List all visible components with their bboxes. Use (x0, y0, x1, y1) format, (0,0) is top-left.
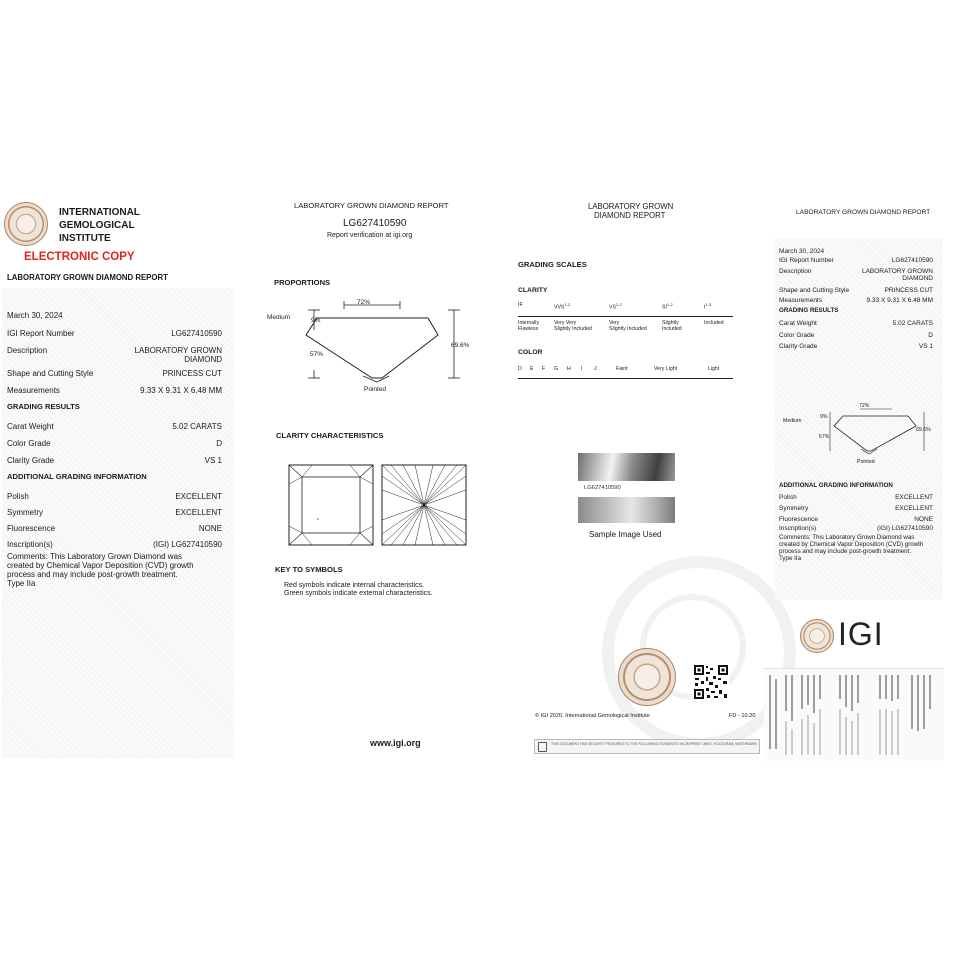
report-date: March 30, 2024 (7, 311, 63, 320)
row-value: LABORATORY GROWN (134, 346, 222, 355)
grade-text: SI (662, 304, 667, 311)
p4-row-color (779, 332, 933, 339)
grade-sup: 1-2 (666, 302, 673, 307)
p4-row-fluorescence (779, 516, 933, 523)
sample-girdle-image-bottom (578, 497, 675, 523)
p4-crown-pct: 9% (820, 414, 828, 420)
igi-logo-text: IGI (838, 616, 884, 652)
panel-3-title-line-2: DIAMOND REPORT (594, 211, 666, 220)
row-label: Clarity Grade (7, 456, 55, 465)
clarity-grade-si (662, 303, 673, 311)
row-label: Measurements (779, 297, 822, 304)
row-polish (7, 492, 222, 501)
grade-text: VS (609, 304, 616, 311)
color-letter-h: H (567, 366, 571, 372)
row-label: Clarity Grade (779, 343, 818, 350)
p4-row-polish (779, 494, 933, 501)
clarity-desc-vs-2: Slightly Included (609, 326, 647, 332)
row-value: DIAMOND (184, 355, 222, 364)
security-note: THIS DOCUMENT HAS SECURITY FEATURES TO THE FOLLOWING ELEMENTS: MICROPRINT LINES, HOLOGRAM, WATERMARK (551, 742, 757, 746)
comments-line-1: Comments: This Laboratory Grown Diamond was (7, 552, 183, 561)
row-label: Description (7, 346, 48, 355)
p4-medium-label: Medium (783, 418, 802, 424)
row-shape (7, 369, 222, 378)
clarity-grade-vvs (554, 303, 570, 311)
row-label: Fluorescence (779, 516, 819, 523)
row-description (7, 346, 222, 355)
row-label: IGI Report Number (779, 257, 834, 264)
p4-table-pct: 72% (859, 403, 870, 409)
row-label: Polish (7, 492, 29, 501)
clarity-grade-if: IF (518, 302, 523, 308)
grade-text: I (704, 304, 706, 311)
p4-comments-line-4: Type IIa (779, 555, 802, 562)
row-label: Symmetry (7, 508, 43, 517)
pavilion-percentage: 57% (310, 351, 324, 358)
color-letter-j: J (594, 366, 597, 372)
qr-code-icon[interactable] (693, 664, 729, 700)
row-value: (IGI) LG627410590 (876, 525, 933, 532)
row-label: Description (779, 268, 812, 275)
p4-row-symmetry (779, 505, 933, 512)
row-value: D (216, 439, 222, 448)
panel-3-title-line-1: LABORATORY GROWN (588, 202, 674, 211)
color-word-faint: Faint (616, 366, 628, 372)
clarity-grade-i (704, 303, 711, 311)
row-value: PRINCESS CUT (162, 369, 222, 378)
color-letter-g: G (554, 366, 559, 372)
p4-additional-heading: ADDITIONAL GRADING INFORMATION (779, 482, 893, 489)
row-label: Color Grade (7, 439, 51, 448)
org-name-line-3: INSTITUTE (59, 233, 111, 244)
color-letter-d: D (518, 366, 522, 372)
p4-comments-line-1: Comments: This Laboratory Grown Diamond was (779, 534, 915, 541)
comments-line-2: created by Chemical Vapor Deposition (CVD) growth (7, 561, 194, 570)
clarity-desc-si-2: Included (662, 326, 682, 332)
table-percentage: 72% (357, 299, 371, 306)
row-value: VS 1 (204, 456, 222, 465)
p4-row-inscription (779, 525, 933, 532)
row-value: PRINCESS CUT (884, 287, 933, 294)
clarity-desc-vvs-1: Very Very (554, 320, 577, 326)
key-to-symbols-heading: KEY TO SYMBOLS (275, 565, 343, 574)
clarity-scale-rule (518, 316, 733, 317)
row-label: Fluorescence (7, 524, 56, 533)
clarity-scale-heading: CLARITY (518, 287, 548, 294)
row-value: LG627410590 (891, 257, 933, 264)
culet-label: Pointed (364, 386, 387, 393)
electronic-copy-label: ELECTRONIC COPY (24, 251, 135, 263)
row-value: (IGI) LG627410590 (153, 540, 222, 549)
p4-row-shape (779, 287, 933, 294)
grade-sup: 1-2 (615, 302, 622, 307)
grade-sup: 1-3 (705, 302, 712, 307)
row-value: DIAMOND (902, 275, 933, 282)
p4-row-report-number (779, 257, 933, 264)
row-inscription (7, 540, 222, 549)
clarity-characteristics-heading: CLARITY CHARACTERISTICS (276, 431, 384, 440)
row-value: EXCELLENT (895, 494, 933, 501)
row-value: VS 1 (918, 343, 933, 350)
report-title: LABORATORY GROWN DIAMOND REPORT (7, 273, 168, 282)
row-label: IGI Report Number (7, 329, 75, 338)
row-label: Carat Weight (7, 422, 54, 431)
row-value: LG627410590 (171, 329, 222, 338)
org-name-line-1: INTERNATIONAL (59, 207, 140, 218)
panel-4-title: LABORATORY GROWN DIAMOND REPORT (796, 209, 931, 216)
row-value: D (928, 332, 933, 339)
row-label: Shape and Cutting Style (779, 287, 850, 294)
row-label: Symmetry (779, 505, 809, 512)
igi-seal-stamp (618, 648, 676, 706)
sample-inscription-text: LG627410590 (584, 485, 621, 491)
clarity-desc-if-1: Internally (518, 320, 540, 326)
row-label: Carat Weight (779, 320, 817, 327)
key-red-symbols: Red symbols indicate internal characteristics. (284, 582, 425, 589)
crown-percentage: 9% (311, 317, 321, 324)
panel-2-title: LABORATORY GROWN DIAMOND REPORT (294, 201, 449, 210)
row-label: Inscription(s) (779, 525, 817, 532)
color-letter-i: I (581, 366, 583, 372)
row-clarity-grade (7, 456, 222, 465)
proportions-diagram (260, 290, 480, 400)
row-label: Inscription(s) (7, 540, 53, 549)
color-letter-f: F (542, 366, 546, 372)
clarity-desc-i-1: Included (704, 320, 724, 326)
igi-logo-seal (800, 619, 834, 653)
comments-line-3: process and may include post-growth treatment. (7, 570, 178, 579)
row-label: Polish (779, 494, 797, 501)
grading-scales-heading: GRADING SCALES (518, 260, 587, 269)
comments-line-4: Type IIa (7, 579, 36, 588)
p4-row-carat (779, 320, 933, 327)
grading-results-heading: GRADING RESULTS (7, 402, 80, 411)
p4-comments-line-3: process and may include post-growth treatment. (779, 548, 912, 555)
row-value: 9.33 X 9.31 X 6.48 MM (866, 297, 933, 304)
p4-pavilion-pct: 57% (819, 434, 830, 440)
clarity-grade-vs (609, 303, 622, 311)
panel-4-date: March 30, 2024 (779, 248, 825, 255)
p4-depth-pct: 69.6% (916, 427, 931, 433)
row-value: LABORATORY GROWN (861, 268, 933, 275)
row-measurements (7, 386, 222, 395)
p4-row-measurements (779, 297, 933, 304)
row-color-grade (7, 439, 222, 448)
row-value: NONE (914, 516, 933, 523)
rotated-summary-lines (764, 669, 944, 761)
row-carat-weight (7, 422, 222, 431)
row-value: EXCELLENT (175, 492, 222, 501)
panel-2-report-number: LG627410590 (343, 218, 407, 229)
color-scale-heading: COLOR (518, 349, 543, 356)
p4-row-description (779, 268, 933, 275)
proportions-heading: PROPORTIONS (274, 278, 331, 287)
website-link[interactable]: www.igi.org (370, 738, 421, 748)
clarity-desc-if-2: Flawless (518, 326, 539, 332)
row-label: Shape and Cutting Style (7, 369, 94, 378)
igi-seal-logo (4, 202, 48, 246)
form-code: FD - 10.20 (729, 713, 756, 719)
verification-text: Report verification at igi.org (327, 232, 413, 239)
additional-info-heading: ADDITIONAL GRADING INFORMATION (7, 472, 147, 481)
copyright-text: © IGI 2020, International Gemological Institute (535, 713, 650, 719)
row-value: NONE (198, 524, 222, 533)
row-fluorescence (7, 524, 222, 533)
color-letter-e: E (530, 366, 534, 372)
clarity-plot-pavilion (381, 464, 467, 546)
row-symmetry (7, 508, 222, 517)
girdle-medium-label: Medium (267, 314, 291, 321)
row-value: 5.02 CARATS (172, 422, 222, 431)
sample-image-caption: Sample Image Used (589, 530, 662, 539)
org-name-line-2: GEMOLOGICAL (59, 220, 135, 231)
color-word-light: Light (708, 366, 720, 372)
sample-girdle-image-top (578, 453, 675, 481)
depth-percentage: 69.6% (451, 342, 470, 349)
clarity-plot-crown (288, 464, 374, 546)
p4-row-clarity (779, 343, 933, 350)
p4-grading-results-heading: GRADING RESULTS (779, 307, 839, 314)
color-word-very-light: Very Light (654, 366, 678, 372)
clarity-desc-si-1: Slightly (662, 320, 679, 326)
p4-comments-line-2: created by Chemical Vapor Deposition (CVD) growth (779, 541, 924, 548)
row-report-number (7, 329, 222, 338)
row-value: 9.33 X 9.31 X 6.48 MM (140, 386, 222, 395)
row-label: Color Grade (779, 332, 815, 339)
rotated-summary-card (764, 668, 944, 761)
color-scale-rule (518, 378, 733, 379)
key-green-symbols: Green symbols indicate external characteristics. (284, 590, 433, 597)
security-footer-strip (534, 739, 760, 754)
grade-sup: 1-2 (564, 302, 571, 307)
clarity-desc-vs-1: Very (609, 320, 620, 326)
p4-culet-label: Pointed (857, 459, 875, 465)
sample-inscription-band (578, 482, 675, 496)
clarity-desc-vvs-2: Slightly Included (554, 326, 592, 332)
grade-text: VVS (554, 304, 565, 311)
row-value: EXCELLENT (895, 505, 933, 512)
row-label: Measurements (7, 386, 60, 395)
row-value: EXCELLENT (175, 508, 222, 517)
row-value: 5.02 CARATS (892, 320, 933, 327)
security-lock-icon (538, 742, 547, 752)
